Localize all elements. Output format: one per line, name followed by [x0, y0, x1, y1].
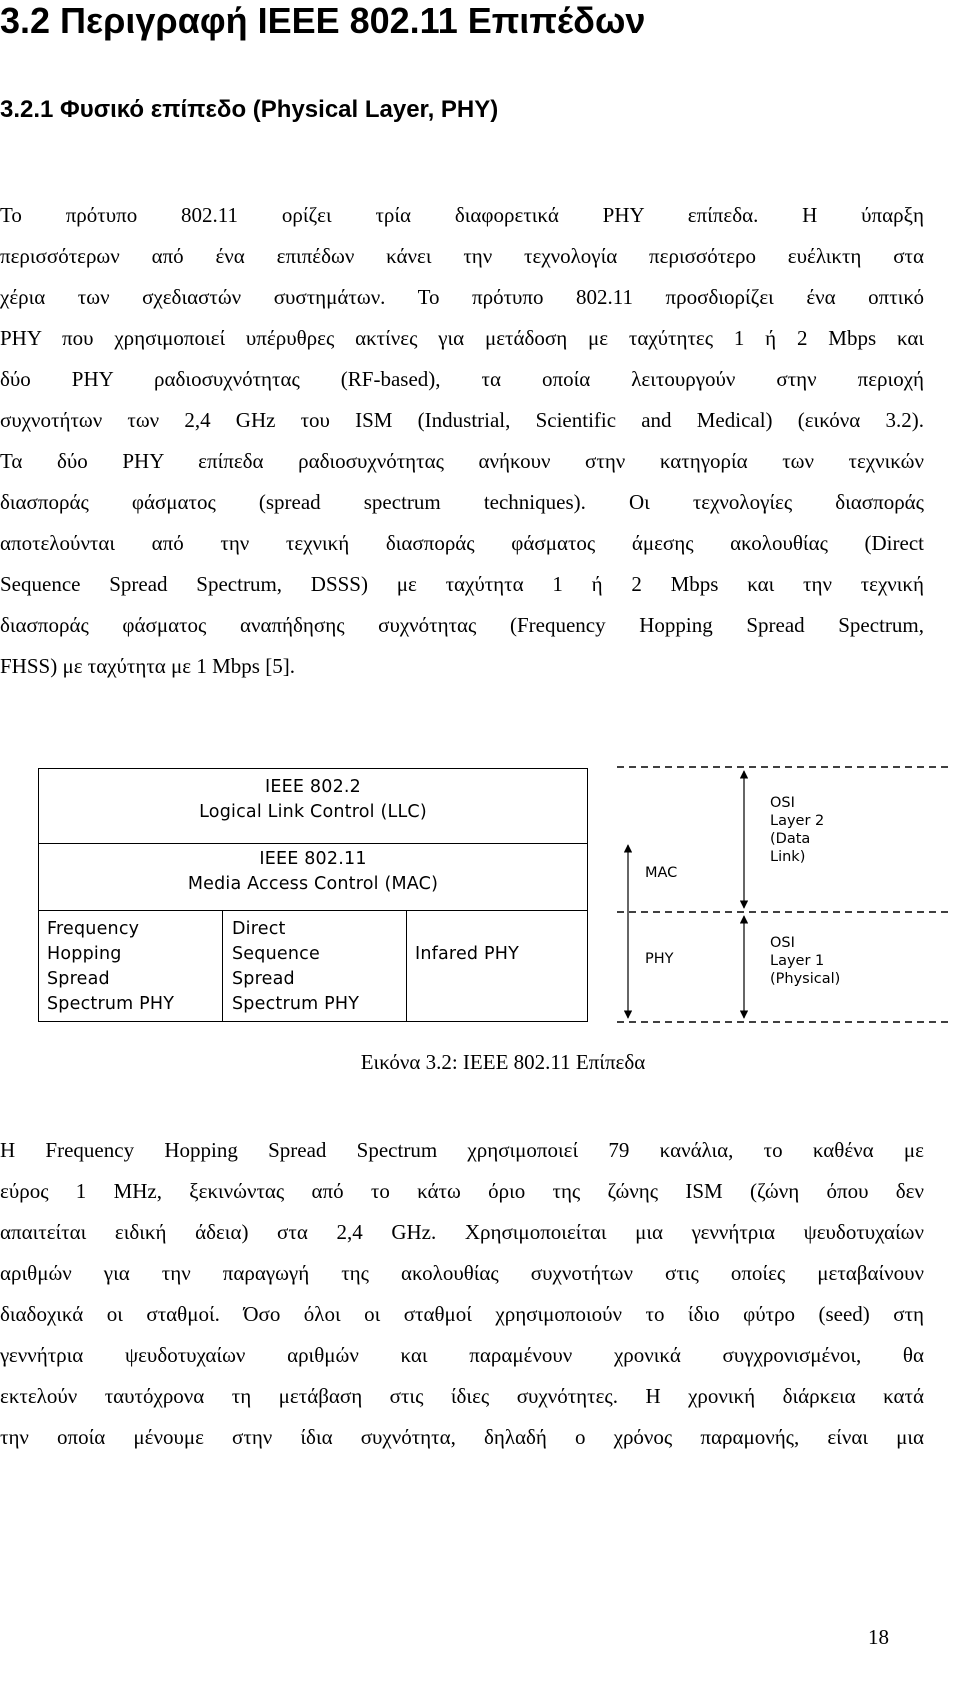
mac-subtitle: Media Access Control (MAC)	[187, 874, 439, 894]
fhss-line: Frequency	[47, 919, 140, 939]
fhss-line: Spectrum PHY	[47, 994, 175, 1014]
paragraph-line: εύρος 1 MHz, ξεκινώντας από το κάτω όριο της ζώνης ISM (ζώνη όπου δεν	[0, 1179, 924, 1203]
paragraph-line: διασποράς φάσματος (spread spectrum techniques). Οι τεχνολογίες διασποράς	[0, 490, 924, 514]
dsss-line: Spectrum PHY	[232, 994, 360, 1014]
paragraph-line: Το πρότυπο 802.11 ορίζει τρία διαφορετικά PHY επίπεδα. Η ύπαρξη	[0, 203, 924, 227]
phy-label: PHY	[645, 951, 674, 967]
layer-brackets	[0, 760, 960, 1045]
paragraph-line: διασποράς φάσματος αναπήδησης συχνότητας (Frequency Hopping Spread Spectrum,	[0, 613, 924, 637]
page-number: 18	[868, 1625, 889, 1649]
osi2-line: (Data	[770, 831, 811, 847]
fhss-line: Spread	[47, 969, 110, 989]
mac-title: IEEE 802.11	[259, 849, 367, 869]
dsss-line: Spread	[232, 969, 295, 989]
figure-caption: Εικόνα 3.2: IEEE 802.11 Επίπεδα	[360, 1050, 646, 1074]
osi1-line: (Physical)	[770, 971, 841, 987]
paragraph-line: Τα δύο PHY επίπεδα ραδιοσυχνότητας ανήκουν στην κατηγορία των τεχνικών	[0, 449, 924, 473]
llc-title: IEEE 802.2	[265, 777, 361, 797]
paragraph-line: αποτελούνται από την τεχνική διασποράς φάσματος άμεσης ακολουθίας (Direct	[0, 531, 924, 555]
paragraph-line: χέρια των σχεδιαστών συστημάτων. Το πρότυπο 802.11 προσδιορίζει ένα οπτικό	[0, 285, 924, 309]
paragraph-line: FHSS) με ταχύτητα με 1 Mbps [5].	[0, 654, 295, 678]
paragraph-line: απαιτείται ειδική άδεια) στα 2,4 GHz. Χρησιμοποιείται μια γεννήτρια ψευδοτυχαίων	[0, 1220, 924, 1244]
osi2-line: Link)	[770, 849, 806, 865]
paragraph-line: την οποία μένουμε στην ίδια συχνότητα, δηλαδή ο χρόνος παραμονής, είναι μια	[0, 1425, 924, 1449]
ieee-layers-diagram	[0, 760, 960, 1045]
paragraph-line: γεννήτρια ψευδοτυχαίων αριθμών και παραμένουν χρονικά συγχρονισμένοι, θα	[0, 1343, 924, 1367]
osi1-line: OSI	[770, 935, 795, 951]
section-heading: 3.2 Περιγραφή IEEE 802.11 Επιπέδων	[0, 0, 646, 41]
fhss-line: Hopping	[47, 944, 122, 964]
paragraph-line: Η Frequency Hopping Spread Spectrum χρησιμοποιεί 79 κανάλια, το καθένα με	[0, 1138, 924, 1162]
paragraph-line: συχνοτήτων των 2,4 GHz του ISM (Industrial, Scientific and Medical) (εικόνα 3.2).	[0, 408, 924, 432]
osi2-line: Layer 2	[770, 813, 825, 829]
dsss-line: Sequence	[232, 944, 320, 964]
osi2-line: OSI	[770, 795, 795, 811]
paragraph-line: PHY που χρησιμοποιεί υπέρυθρες ακτίνες για μετάδοση με ταχύτητες 1 ή 2 Mbps και	[0, 326, 924, 350]
paragraph-line: εκτελούν ταυτόχρονα τη μετάβαση στις ίδιες συχνότητες. Η χρονική διάρκεια κατά	[0, 1384, 924, 1408]
paragraph-line: δύο PHY ραδιοσυχνότητας (RF-based), τα οποία λειτουργούν στην περιοχή	[0, 367, 924, 391]
paragraph-line: διαδοχικά οι σταθμοί. Όσο όλοι οι σταθμοί χρησιμοποιούν το ίδιο φύτρο (seed) στη	[0, 1302, 924, 1326]
paragraph-line: περισσότερων από ένα επιπέδων κάνει την τεχνολογία περισσότερο ευέλικτη στα	[0, 244, 924, 268]
mac-label: MAC	[645, 865, 678, 881]
dsss-line: Direct	[232, 919, 286, 939]
subsection-heading: 3.2.1 Φυσικό επίπεδο (Physical Layer, PHY)	[0, 96, 499, 123]
llc-subtitle: Logical Link Control (LLC)	[199, 802, 427, 822]
infrared-label: Infared PHY	[415, 944, 519, 964]
osi1-line: Layer 1	[770, 953, 825, 969]
paragraph-line: Sequence Spread Spectrum, DSSS) με ταχύτητα 1 ή 2 Mbps και την τεχνική	[0, 572, 924, 596]
paragraph-line: αριθμών για την παραγωγή της ακολουθίας συχνοτήτων στις οποίες μεταβαίνουν	[0, 1261, 924, 1285]
